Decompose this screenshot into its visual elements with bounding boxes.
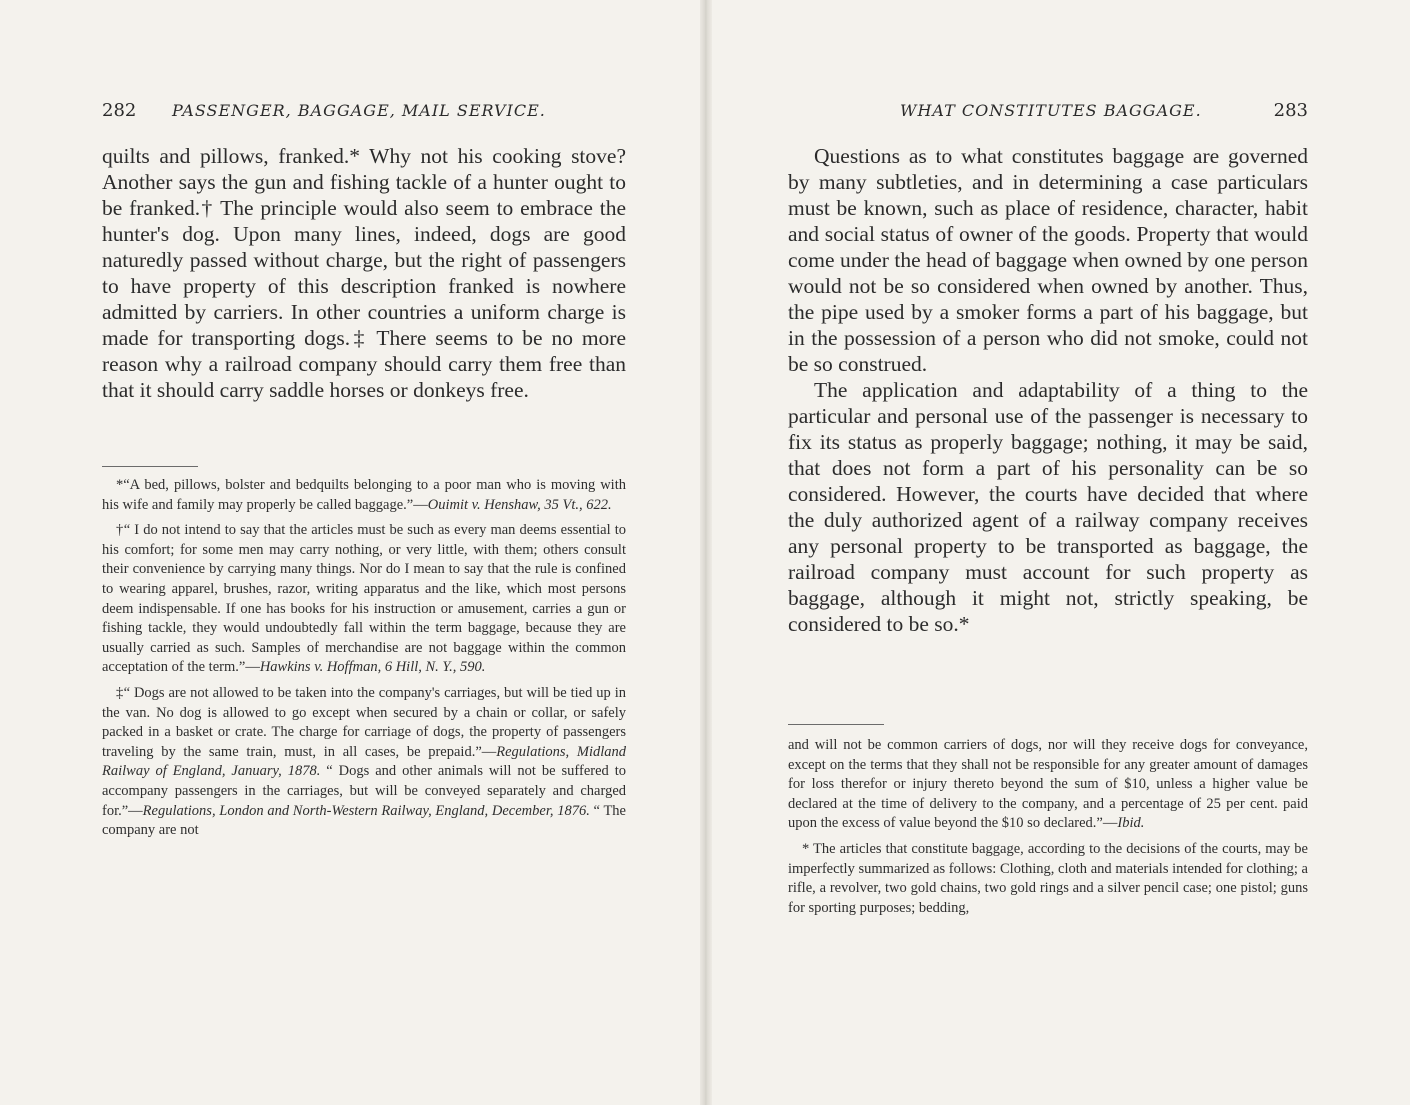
footnote-text: †“ I do not intend to say that the articles must be such as every man deems essential to his comfort; for some men may carry nothing, or very little, with them; others consult their convenience by carrying many things. Nor do I mean to say that the rule is confined to wearing apparel, brushes, razor, writing apparatus and the like, which most persons deem indispensable. If one has books for his instruction or amusement, carries a gun or fishing tackle, they would undoubtedly fall within the term baggage, because they are usually carried as such. Samples of merchandise are not baggage within the common acceptation of the term.”— — [102, 522, 626, 676]
footnote-text: and will not be common carriers of dogs, nor will they receive dogs for conveyance, except on the terms that they shall not be responsible for any greater amount of damages for loss therefor or injury thereto beyond the sum of $10, unless a higher value be declared at the time of delivery to the company, and a percentage of 25 per cent. paid upon the excess of value beyond the $10 so declared.”— — [788, 737, 1308, 832]
right-page-header — [788, 100, 1308, 124]
left-footnote-rule — [102, 466, 198, 467]
left-body-paragraph: quilts and pillows, franked.* Why not his cooking stove? Another says the gun and fishing tackle of a hunter ought to be franked.† The principle would also seem to embrace the hunter's dog. Upon many lines, indeed, dogs are good naturedly passed without charge, but the right of passengers to have property of this description franked is nowhere admitted by carriers. In other countries a uniform charge is made for transporting dogs.‡ There seems to be no more reason why a railroad company should carry them free than that it should carry saddle horses or donkeys free. — [102, 144, 626, 402]
footnote-asterisk — [102, 476, 626, 515]
right-footnote-rule — [788, 724, 884, 725]
left-page-number: 282 — [102, 100, 137, 121]
book-gutter — [700, 0, 712, 1105]
footnote-text: “ Dogs and other animals will not be suffered to accompany passengers in the carriages, but will be conveyed separately and charged for.”— — [102, 763, 626, 819]
left-page-header — [102, 100, 627, 124]
footnote-double-dagger — [102, 684, 626, 841]
right-body-text — [788, 143, 1308, 637]
footnote-text: ‡“ Dogs are not allowed to be taken into the company's carriages, but will be tied up in the van. No dog is allowed to go except when secured by a chain or collar, or safely packed in a basket or crate. The charge for carriage of dogs, the property of passengers traveling by the same train, must, in all cases, be prepaid.”— — [102, 684, 626, 760]
footnote-continued — [788, 736, 1308, 834]
footnote-citation: Ibid. — [1117, 815, 1145, 832]
footnote-text: “ The company are not — [102, 802, 626, 839]
left-body-text — [102, 143, 626, 403]
right-body-paragraph-2: The application and adaptability of a thing to the particular and personal use of the passenger is necessary to fix its status as properly baggage; nothing, it may be said, that does not form a part of his personality can be so considered. However, the courts have decided that where the duly authorized agent of a railway company receives any personal property to be transported as baggage, the railroad company must account for such property as baggage, although it might not, strictly speaking, be considered to be so.* — [788, 378, 1308, 636]
footnote-citation: Regulations, Midland Railway of England, January, 1878. — [102, 743, 626, 780]
footnote-citation: Regulations, London and North-Western Railway, England, December, 1876. — [142, 802, 590, 819]
footnote-asterisk-right: * The articles that constitute baggage, according to the decisions of the courts, may be imperfectly summarized as follows: Clothing, cloth and materials intended for clothing; a rifle, a revolver, two gold chains, two gold rings and a silver pencil case; one pistol; guns for sporting purposes; bedding, — [788, 840, 1308, 916]
footnote-citation: Hawkins v. Hoffman, 6 Hill, N. Y., 590. — [259, 659, 486, 676]
left-footnotes — [102, 476, 626, 847]
right-body-paragraph-1: Questions as to what constitutes baggage are governed by many subtleties, and in determining a case particulars must be known, such as place of residence, character, habit and social status of owner of the goods. Property that would come under the head of baggage when owned by one person would not be so considered when owned by another. Thus, the pipe used by a smoker forms a part of his baggage, but in the possession of a person who did not smoke, could not be so construed. — [788, 144, 1308, 376]
left-running-head: PASSENGER, BAGGAGE, MAIL SERVICE. — [172, 101, 546, 120]
right-footnotes — [788, 736, 1308, 924]
footnote-dagger — [102, 521, 626, 678]
right-running-head: WHAT CONSTITUTES BAGGAGE. — [900, 101, 1202, 120]
footnote-text: *“A bed, pillows, bolster and bedquilts belonging to a poor man who is moving with his wife and family may properly be called baggage.”— — [102, 477, 626, 513]
right-page-number: 283 — [1273, 100, 1308, 121]
footnote-citation: Ouimit v. Henshaw, 35 Vt., 622. — [427, 496, 612, 513]
